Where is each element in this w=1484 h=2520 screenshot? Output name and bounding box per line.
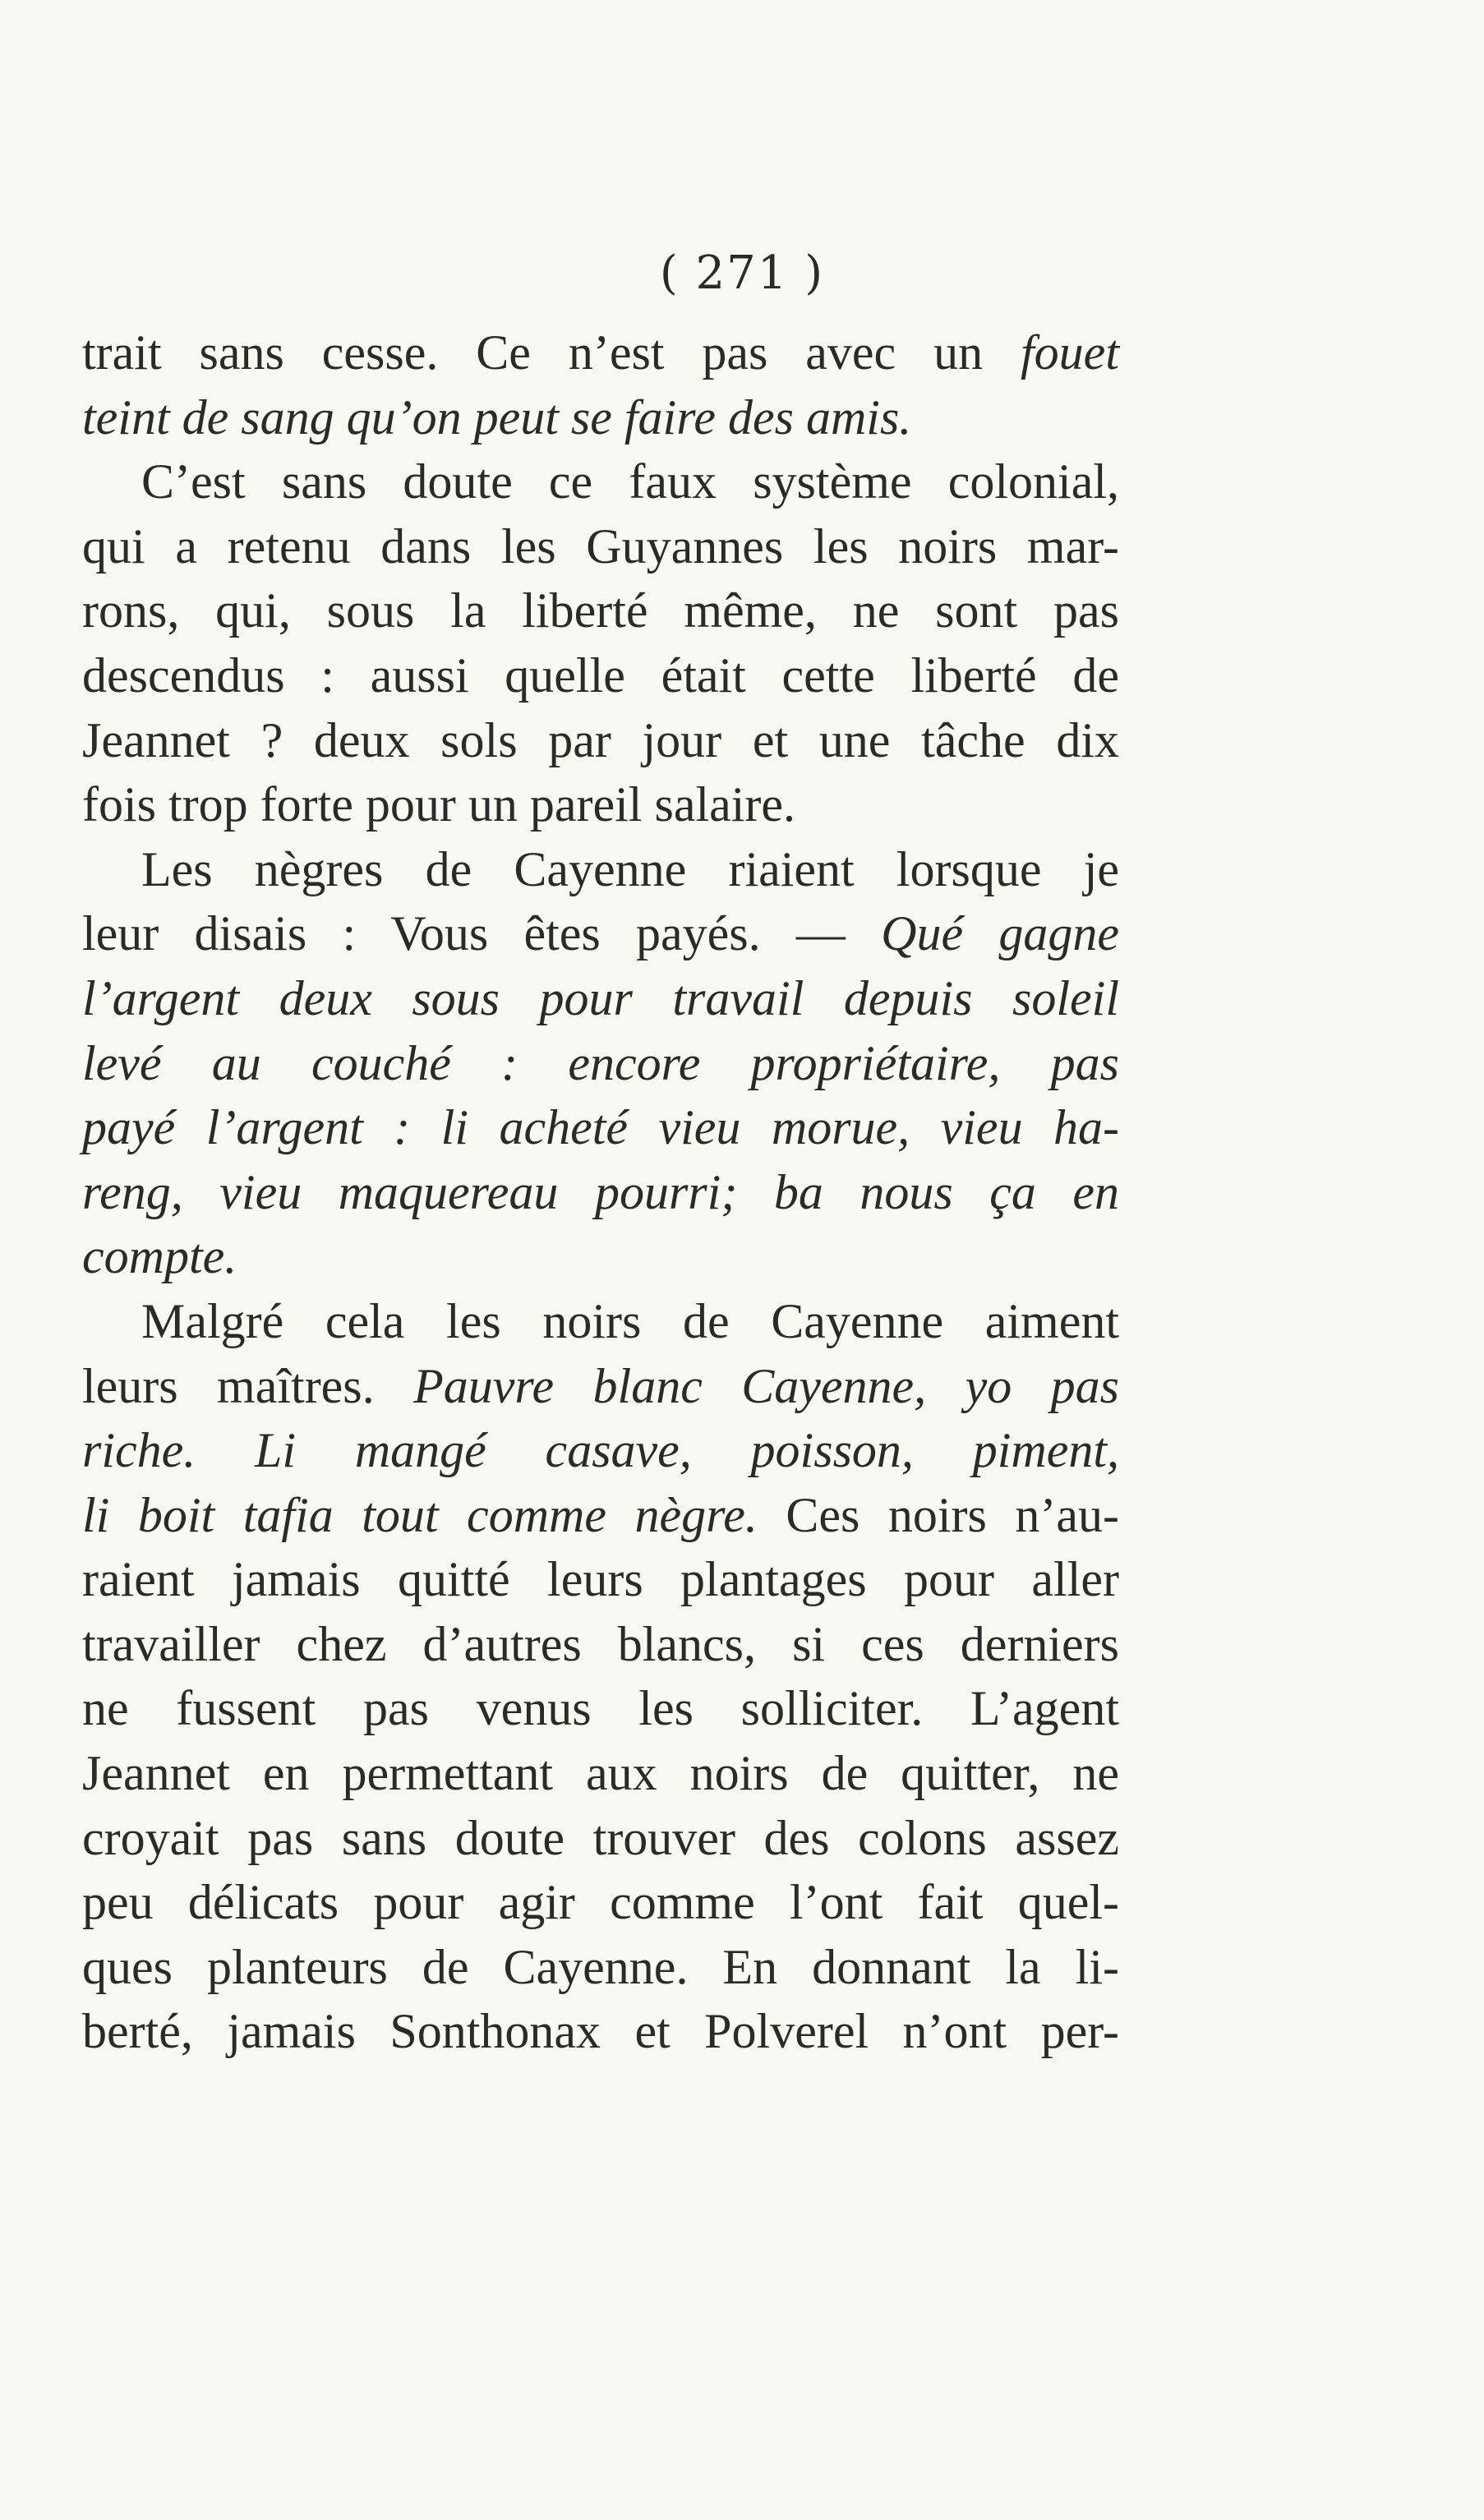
text-segment: rons, qui, sous la liberté même, ne sont pas bbox=[82, 583, 1119, 638]
text-segment: leurs maîtres. bbox=[82, 1358, 414, 1413]
text-line bbox=[82, 901, 1119, 966]
text-line bbox=[82, 1031, 1119, 1096]
text-line bbox=[82, 643, 1119, 708]
text-line bbox=[82, 1418, 1119, 1483]
italic-text: teint de sang qu’on peut se faire des amis. bbox=[82, 389, 912, 445]
text-line bbox=[82, 1547, 1119, 1612]
text-segment: Malgré cela les noirs de Cayenne aiment bbox=[141, 1293, 1119, 1348]
text-line bbox=[82, 1612, 1119, 1677]
text-segment: trait sans cesse. Ce n’est pas avec un bbox=[82, 325, 1021, 380]
text-line bbox=[82, 320, 1119, 385]
text-segment: ques planteurs de Cayenne. En donnant la li- bbox=[82, 1939, 1119, 1994]
italic-text: l’argent deux sous pour travail depuis soleil bbox=[82, 970, 1119, 1025]
text-segment: ne fussent pas venus les solliciter. L’agent bbox=[82, 1681, 1119, 1736]
italic-text: levé au couché : encore propriétaire, pas bbox=[82, 1035, 1119, 1090]
text-segment: Jeannet ? deux sols par jour et une tâche dix bbox=[82, 712, 1119, 767]
text-segment: Les nègres de Cayenne riaient lorsque je bbox=[141, 841, 1119, 896]
italic-text: Pauvre blanc Cayenne, yo pas bbox=[413, 1358, 1119, 1413]
text-line bbox=[82, 578, 1119, 643]
text-line bbox=[82, 1483, 1119, 1548]
text-line bbox=[82, 449, 1119, 514]
text-line bbox=[82, 1935, 1119, 2000]
page-number: ( 271 ) bbox=[659, 246, 825, 300]
italic-text: Qué gagne bbox=[881, 906, 1120, 961]
text-segment: raient jamais quitté leurs plantages pour aller bbox=[82, 1552, 1119, 1607]
text-segment: peu délicats pour agir comme l’ont fait quel- bbox=[82, 1875, 1119, 1930]
italic-text: reng, vieu maquereau pourri; ba nous ça en bbox=[82, 1164, 1119, 1219]
text-segment: descendus : aussi quelle était cette liberté de bbox=[82, 647, 1119, 703]
text-line bbox=[82, 1676, 1119, 1741]
text-line bbox=[82, 708, 1119, 773]
text-line bbox=[82, 1806, 1119, 1871]
italic-text: payé l’argent : li acheté vieu morue, vieu ha- bbox=[82, 1100, 1119, 1155]
italic-text: riche. Li mangé casave, poisson, piment, bbox=[82, 1423, 1119, 1478]
text-line bbox=[82, 1741, 1119, 1806]
text-line bbox=[82, 514, 1119, 579]
italic-text: fouet bbox=[1021, 325, 1119, 380]
text-line bbox=[82, 385, 1119, 450]
text-line bbox=[82, 1160, 1119, 1225]
text-line bbox=[82, 1095, 1119, 1160]
text-segment: travailler chez d’autres blancs, si ces derniers bbox=[82, 1616, 1119, 1671]
text-segment: Ces noirs n’au- bbox=[757, 1487, 1119, 1542]
text-segment: croyait pas sans doute trouver des colons assez bbox=[82, 1810, 1119, 1865]
text-line bbox=[82, 1354, 1119, 1419]
text-line bbox=[82, 1999, 1119, 2064]
text-line bbox=[82, 1224, 1119, 1289]
text-line bbox=[82, 1870, 1119, 1935]
text-segment: leur disais : Vous êtes payés. — bbox=[82, 906, 882, 961]
body-text bbox=[82, 320, 1119, 2064]
italic-text: compte. bbox=[82, 1229, 237, 1284]
text-line bbox=[82, 772, 1119, 837]
text-line bbox=[82, 1289, 1119, 1354]
text-segment: fois trop forte pour un pareil salaire. bbox=[82, 777, 796, 832]
italic-text: li boit tafia tout comme nègre. bbox=[82, 1487, 758, 1542]
text-line bbox=[82, 837, 1119, 902]
text-segment: Jeannet en permettant aux noirs de quitter, ne bbox=[82, 1746, 1119, 1801]
text-segment: berté, jamais Sonthonax et Polverel n’ont per- bbox=[82, 2004, 1119, 2059]
text-segment: C’est sans doute ce faux système colonial, bbox=[141, 454, 1119, 509]
text-line bbox=[82, 966, 1119, 1031]
text-segment: qui a retenu dans les Guyannes les noirs mar- bbox=[82, 518, 1119, 574]
